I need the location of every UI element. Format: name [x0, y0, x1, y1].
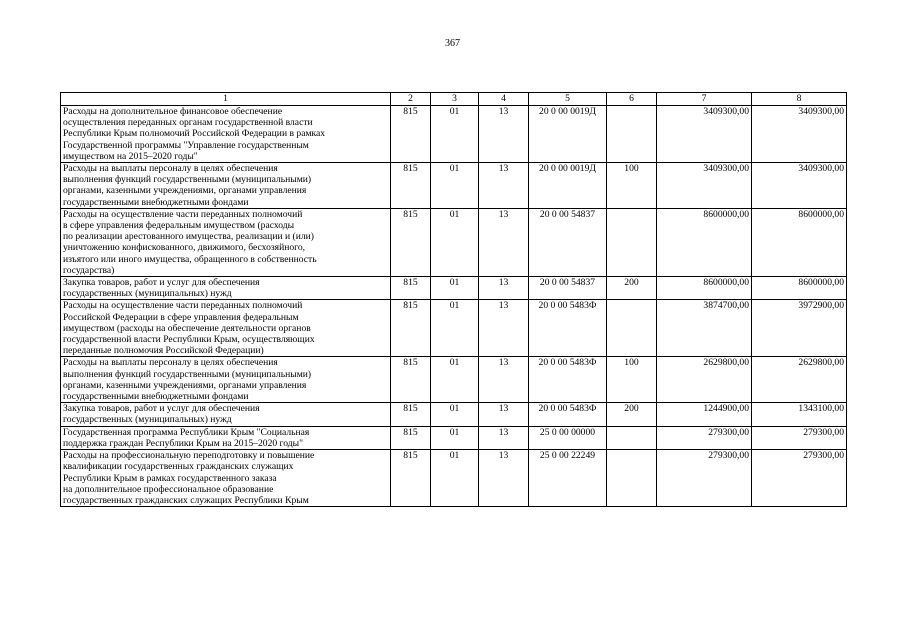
description-line: по реализации арестованного имущества, реализации и (или)	[63, 231, 314, 243]
description-line: государства)	[63, 264, 115, 276]
col-header-4: 4	[479, 93, 529, 106]
description-line: Расходы на профессиональную переподготовку и повышение	[63, 450, 315, 462]
cell-amount-year-2: 1343100,00	[752, 403, 847, 426]
cell-section: 01	[431, 208, 479, 276]
description-line: Расходы на осуществление части переданных полномочий	[63, 300, 303, 312]
cell-ministry-code: 815	[391, 300, 431, 357]
description-line: квалификации государственных гражданских служащих	[63, 461, 294, 473]
cell-amount-year-1: 8600000,00	[657, 277, 752, 300]
row-description	[61, 357, 391, 403]
cell-expense-type	[607, 208, 657, 276]
table-row	[61, 426, 847, 449]
description-line: органами, казенными учреждениями, органами управления	[63, 185, 307, 197]
row-description	[61, 277, 391, 300]
col-header-7: 7	[657, 93, 752, 106]
cell-ministry-code: 815	[391, 106, 431, 163]
description-line: выполнения функций государственными (муниципальными)	[63, 174, 312, 186]
description-line: Расходы на выплаты персоналу в целях обеспечения	[63, 163, 278, 175]
row-description	[61, 426, 391, 449]
description-line: Государственной программы "Управление государственным	[63, 139, 309, 151]
cell-section: 01	[431, 450, 479, 507]
cell-ministry-code: 815	[391, 426, 431, 449]
row-description	[61, 450, 391, 507]
cell-subsection: 13	[479, 106, 529, 163]
col-header-3: 3	[431, 93, 479, 106]
description-line: государственных гражданских служащих Республики Крым	[63, 494, 309, 506]
table-row	[61, 450, 847, 507]
cell-subsection: 13	[479, 208, 529, 276]
description-line: в сфере управления федеральным имуществом (расходы	[63, 220, 295, 232]
cell-amount-year-2: 8600000,00	[752, 208, 847, 276]
cell-amount-year-2: 3409300,00	[752, 106, 847, 163]
col-header-1: 1	[61, 93, 391, 106]
description-line: Республики Крым полномочий Российской Федерации в рамках	[63, 128, 326, 140]
row-description	[61, 403, 391, 426]
description-line: выполнения функций государственными (муниципальными)	[63, 368, 312, 380]
description-line: Закупка товаров, работ и услуг для обеспечения	[63, 403, 260, 415]
cell-amount-year-1: 279300,00	[657, 426, 752, 449]
cell-amount-year-1: 8600000,00	[657, 208, 752, 276]
cell-amount-year-1: 3409300,00	[657, 106, 752, 163]
cell-section: 01	[431, 300, 479, 357]
cell-subsection: 13	[479, 300, 529, 357]
cell-subsection: 13	[479, 426, 529, 449]
table-row	[61, 106, 847, 163]
col-header-6: 6	[607, 93, 657, 106]
description-line: органами, казенными учреждениями, органами управления	[63, 379, 307, 391]
description-line: имуществом на 2015–2020 годы"	[63, 150, 198, 162]
col-header-8: 8	[752, 93, 847, 106]
description-line: имуществом (расходы на обеспечение деятельности органов	[63, 322, 311, 334]
cell-expense-type	[607, 106, 657, 163]
description-line: государственными внебюджетными фондами	[63, 196, 249, 208]
cell-amount-year-2: 279300,00	[752, 426, 847, 449]
cell-expense-type	[607, 426, 657, 449]
col-header-2: 2	[391, 93, 431, 106]
cell-expense-type	[607, 450, 657, 507]
description-line: изъятого или иного имущества, обращенного в собственность	[63, 253, 317, 265]
description-line: уничтожению конфискованного, движимого, бесхозяйного,	[63, 242, 306, 254]
cell-expense-type: 100	[607, 357, 657, 403]
cell-section: 01	[431, 426, 479, 449]
cell-target-article: 25 0 00 22249	[529, 450, 607, 507]
cell-target-article: 20 0 00 0019Д	[529, 163, 607, 209]
cell-section: 01	[431, 277, 479, 300]
description-line: Республики Крым в рамках государственного заказа	[63, 472, 277, 484]
table-row	[61, 163, 847, 209]
page-number: 367	[445, 38, 460, 49]
table-row	[61, 277, 847, 300]
header-row	[61, 93, 847, 106]
description-line: поддержка граждан Республики Крым на 2015–2020 годы"	[63, 437, 304, 449]
description-line: Расходы на выплаты персоналу в целях обеспечения	[63, 357, 278, 369]
cell-ministry-code: 815	[391, 357, 431, 403]
cell-subsection: 13	[479, 403, 529, 426]
cell-target-article: 20 0 00 54837	[529, 277, 607, 300]
cell-ministry-code: 815	[391, 208, 431, 276]
cell-ministry-code: 815	[391, 163, 431, 209]
cell-subsection: 13	[479, 163, 529, 209]
cell-amount-year-1: 3409300,00	[657, 163, 752, 209]
cell-ministry-code: 815	[391, 277, 431, 300]
cell-amount-year-2: 8600000,00	[752, 277, 847, 300]
description-line: осуществления переданных органам государственной власти	[63, 117, 313, 129]
description-line: государственной власти Республики Крым, осуществляющих	[63, 334, 315, 346]
table-body	[61, 106, 847, 507]
cell-target-article: 20 0 00 5483Ф	[529, 300, 607, 357]
cell-ministry-code: 815	[391, 403, 431, 426]
cell-amount-year-2: 3972900,00	[752, 300, 847, 357]
cell-amount-year-1: 2629800,00	[657, 357, 752, 403]
description-line: Расходы на дополнительное финансовое обеспечение	[63, 106, 283, 117]
description-line: Государственная программа Республики Крым "Социальная	[63, 426, 310, 438]
cell-ministry-code: 815	[391, 450, 431, 507]
row-description	[61, 163, 391, 209]
cell-target-article: 20 0 00 5483Ф	[529, 357, 607, 403]
cell-amount-year-2: 2629800,00	[752, 357, 847, 403]
budget-table	[60, 92, 847, 507]
cell-subsection: 13	[479, 450, 529, 507]
description-line: переданные полномочия Российской Федерации)	[63, 345, 264, 357]
col-header-5: 5	[529, 93, 607, 106]
cell-target-article: 20 0 00 5483Ф	[529, 403, 607, 426]
cell-target-article: 25 0 00 00000	[529, 426, 607, 449]
cell-subsection: 13	[479, 277, 529, 300]
cell-section: 01	[431, 357, 479, 403]
row-description	[61, 208, 391, 276]
cell-target-article: 20 0 00 54837	[529, 208, 607, 276]
cell-section: 01	[431, 163, 479, 209]
table-row	[61, 357, 847, 403]
cell-expense-type	[607, 300, 657, 357]
description-line: на дополнительное профессиональное образование	[63, 483, 274, 495]
cell-section: 01	[431, 106, 479, 163]
description-line: Закупка товаров, работ и услуг для обеспечения	[63, 277, 260, 289]
row-description	[61, 106, 391, 163]
cell-subsection: 13	[479, 357, 529, 403]
cell-amount-year-1: 279300,00	[657, 450, 752, 507]
cell-amount-year-2: 279300,00	[752, 450, 847, 507]
description-line: Расходы на осуществление части переданных полномочий	[63, 208, 303, 220]
row-description	[61, 300, 391, 357]
description-line: Российской Федерации в сфере управления федеральным	[63, 311, 299, 323]
cell-amount-year-2: 3409300,00	[752, 163, 847, 209]
cell-expense-type: 200	[607, 277, 657, 300]
description-line: государственными внебюджетными фондами	[63, 391, 249, 403]
cell-target-article: 20 0 00 0019Д	[529, 106, 607, 163]
description-line: государственных (муниципальных) нужд	[63, 288, 232, 300]
cell-amount-year-1: 3874700,00	[657, 300, 752, 357]
table-row	[61, 208, 847, 276]
cell-expense-type: 200	[607, 403, 657, 426]
cell-amount-year-1: 1244900,00	[657, 403, 752, 426]
table-row	[61, 300, 847, 357]
description-line: государственных (муниципальных) нужд	[63, 414, 232, 426]
cell-expense-type: 100	[607, 163, 657, 209]
table-row	[61, 403, 847, 426]
cell-section: 01	[431, 403, 479, 426]
